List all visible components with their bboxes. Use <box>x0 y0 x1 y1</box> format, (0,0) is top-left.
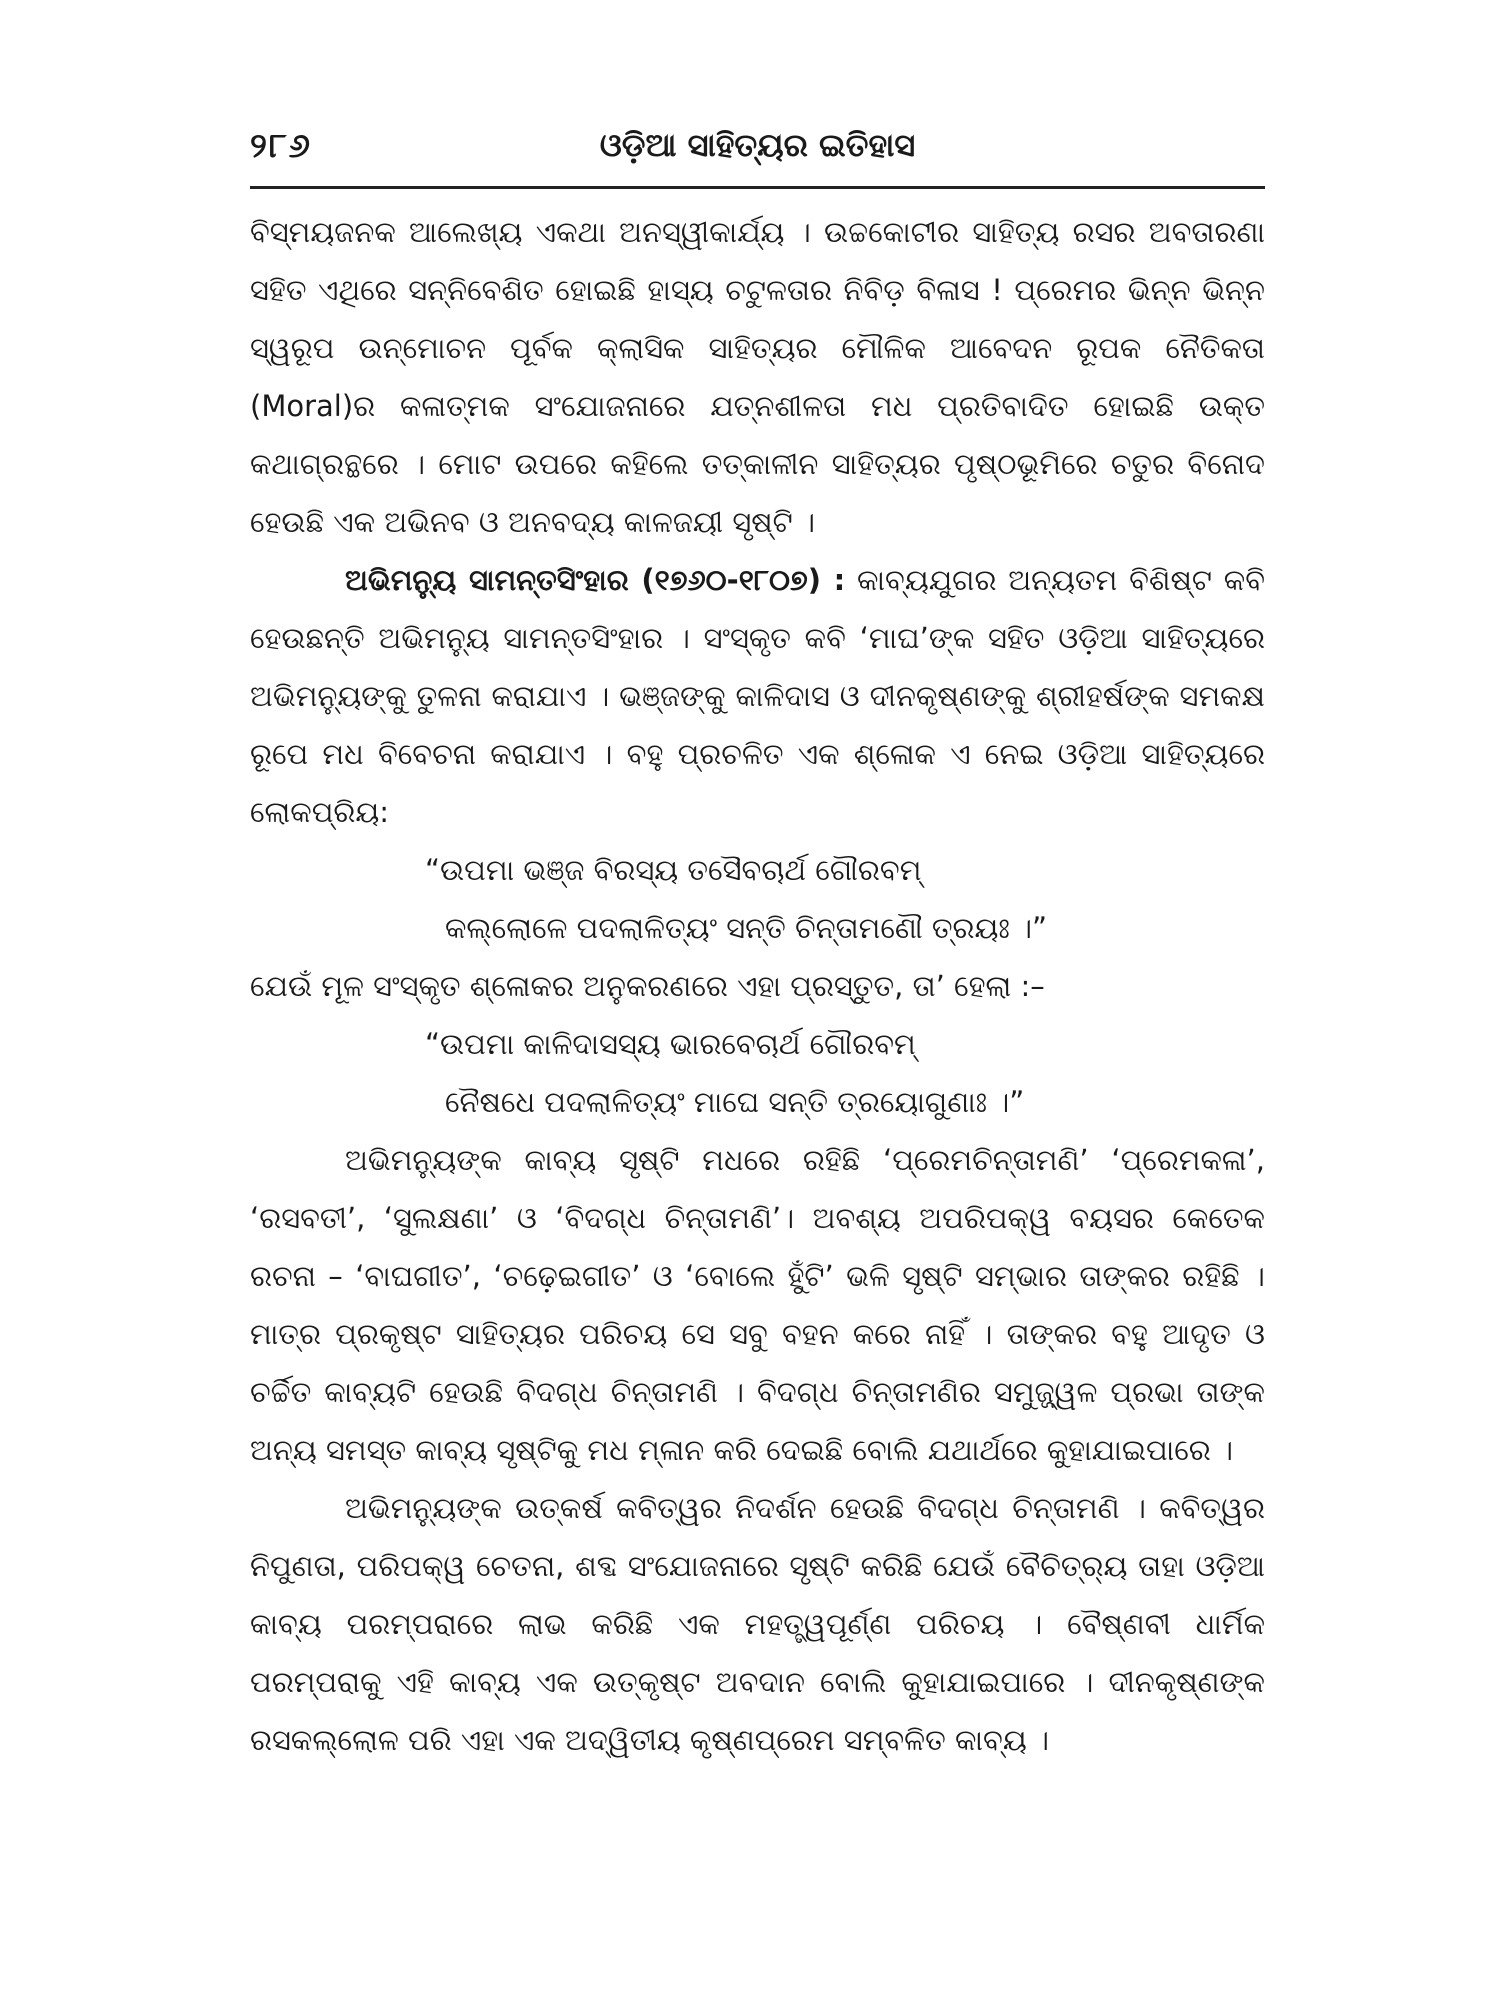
running-title: ଓଡ଼ିଆ ସାହିତ୍ୟର ଇତିହାସ <box>599 126 916 164</box>
paragraph-1: ବିସ୍ମୟଜନକ ଆଲେଖ୍ୟ ଏକଥା ଅନସ୍ୱୀକାର୍ଯ୍ୟ । ଉଚ୍ଚକୋଟୀର ସାହିତ୍ୟ ରସର ଅବତାରଣା ସହିତ ଏଥିରେ ସନ୍ନିବେଶିତ ହୋଇଛି ହାସ୍ୟ ଚଟୁଳତାର ନିବିଡ଼ ବିଳାସ ! ପ୍ରେମର ଭିନ୍ନ ଭିନ୍ନ ସ୍ୱରୂପ ଉନ୍ମୋଚନ ପୂର୍ବକ କ୍ଲାସିକ ସାହିତ୍ୟର ମୌଳିକ ଆବେଦନ ରୂପକ ନୈତିକତା (Moral)ର କଳାତ୍ମକ ସଂଯୋଜନାରେ ଯତ୍ନଶୀଳତା ମଧ ପ୍ରତିବାଦିତ ହୋଇଛି ଉକ୍ତ କଥାଗ୍ରନ୍ଥରେ । ମୋଟ ଉପରେ କହିଲେ ତତ୍‌କାଳୀନ ସାହିତ୍ୟର ପୃଷ୍ଠଭୂମିରେ ଚତୁର ବିନୋଦ ହେଉଛି ଏକ ଅଭିନବ ଓ ଅନବଦ୍ୟ କାଳଜୟୀ ସୃଷ୍ଟି । <box>250 215 1265 539</box>
paragraph-2 <box>250 551 1265 841</box>
book-page <box>250 120 1265 1769</box>
verse-2 <box>250 1015 1265 1131</box>
header-rule <box>250 186 1265 189</box>
page-header <box>250 120 1265 180</box>
section-heading-abhimanyu: ଅଭିମନ୍ୟୁ ସାମନ୍ତସିଂହାର (୧୭୬୦-୧୮୦୭) : <box>345 563 846 597</box>
verse-1 <box>250 841 1265 957</box>
paragraph-3: ଯେଉଁ ମୂଳ ସଂସ୍କୃତ ଶ୍ଳୋକର ଅନୁକରଣରେ ଏହା ପ୍ରସ୍ତୁତ, ତା’ ହେଲା :– <box>250 969 1045 1003</box>
verse-1-line-1: “ଉପମା ଭଞ୍ଜ ବିରସ୍ୟ ତସୈବଚାର୍ଥ ଗୌରବମ୍ <box>425 853 922 887</box>
verse-2-line-2: ନୈଷଧେ ପଦଲାଳିତ୍ୟଂ ମାଘେ ସନ୍ତି ତ୍ରୟୋଗୁଣାଃ ।” <box>445 1085 1025 1119</box>
page-body <box>250 203 1265 1769</box>
verse-1-line-2: କଲ୍ଲୋଳେ ପଦଲାଳିତ୍ୟଂ ସନ୍ତି ଚିନ୍ତାମଣୌ ତ୍ରୟଃ ।” <box>445 911 1048 945</box>
verse-2-line-1: “ଉପମା କାଳିଦାସସ୍ୟ ଭାରବେଚାର୍ଥ ଗୌରବମ୍ <box>425 1027 916 1061</box>
paragraph-5: ଅଭିମନ୍ୟୁଙ୍କ ଉତ୍କର୍ଷ କବିତ୍ୱର ନିଦର୍ଶନ ହେଉଛି ବିଦଗ୍ଧ ଚିନ୍ତାମଣି । କବିତ୍ୱର ନିପୁଣତା, ପରିପକ୍ୱ ଚେତନା, ଶବ୍ଦ ସଂଯୋଜନାରେ ସୃଷ୍ଟି କରିଛି ଯେଉଁ ବୈଚିତ୍ର୍ୟ ତାହା ଓଡ଼ିଆ କାବ୍ୟ ପରମ୍ପରାରେ ଲାଭ କରିଛି ଏକ ମହତ୍ତ୍ୱପୂର୍ଣ୍ଣ ପରିଚୟ । ବୈଷ୍ଣବୀ ଧାର୍ମିକ ପରମ୍ପରାକୁ ଏହି କାବ୍ୟ ଏକ ଉତ୍କୃଷ୍ଟ ଅବଦାନ ବୋଲି କୁହାଯାଇପାରେ । ଦୀନକୃଷ୍ଣଙ୍କ ରସକଲ୍ଲୋଳ ପରି ଏହା ଏକ ଅଦ୍ୱିତୀୟ କୃଷ୍ଣପ୍ରେମ ସମ୍ବଳିତ କାବ୍ୟ । <box>250 1491 1265 1757</box>
paragraph-4: ଅଭିମନ୍ୟୁଙ୍କ କାବ୍ୟ ସୃଷ୍ଟି ମଧରେ ରହିଛି ‘ପ୍ରେମଚିନ୍ତାମଣି’ ‘ପ୍ରେମକଳା’, ‘ରସବତୀ’, ‘ସୁଲକ୍ଷଣା’ ଓ ‘ବିଦଗ୍ଧ ଚିନ୍ତାମଣି’। ଅବଶ୍ୟ ଅପରିପକ୍ୱ ବୟସର କେତେକ ରଚନା – ‘ବାଘଗୀତ’, ‘ଚଢ଼େଇଗୀତ’ ଓ ‘ବୋଲେ ହୁଁଟି’ ଭଳି ସୃଷ୍ଟି ସମ୍ଭାର ତାଙ୍କର ରହିଛି । ମାତ୍ର ପ୍ରକୃଷ୍ଟ ସାହିତ୍ୟର ପରିଚୟ ସେ ସବୁ ବହନ କରେ ନାହିଁ । ତାଙ୍କର ବହୁ ଆଦୃତ ଓ ଚର୍ଚ୍ଚିତ କାବ୍ୟଟି ହେଉଛି ବିଦଗ୍ଧ ଚିନ୍ତାମଣି । ବିଦଗ୍ଧ ଚିନ୍ତାମଣିର ସମୁଜ୍ଜ୍ୱଳ ପ୍ରଭା ତାଙ୍କ ଅନ୍ୟ ସମସ୍ତ କାବ୍ୟ ସୃଷ୍ଟିକୁ ମଧ ମ୍ଳାନ କରି ଦେଇଛି ବୋଲି ଯଥାର୍ଥରେ କୁହାଯାଇପାରେ । <box>250 1143 1265 1467</box>
page-number: ୨୮୬ <box>250 126 313 166</box>
paragraph-2-text: କାବ୍ୟଯୁଗର ଅନ୍ୟତମ ବିଶିଷ୍ଟ କବି ହେଉଛନ୍ତି ଅଭିମନ୍ୟୁ ସାମନ୍ତସିଂହାର । ସଂସ୍କୃତ କବି ‘ମାଘ’ଙ୍କ ସହିତ ଓଡ଼ିଆ ସାହିତ୍ୟରେ ଅଭିମନ୍ୟୁଙ୍କୁ ତୁଳନା କରାଯାଏ । ଭଞ୍ଜଙ୍କୁ କାଳିଦାସ ଓ ଦୀନକୃଷ୍ଣଙ୍କୁ ଶ୍ରୀହର୍ଷଙ୍କ ସମକକ୍ଷ ରୂପେ ମଧ ବିବେଚନା କରାଯାଏ । ବହୁ ପ୍ରଚଳିତ ଏକ ଶ୍ଳୋକ ଏ ନେଇ ଓଡ଼ିଆ ସାହିତ୍ୟରେ ଲୋକପ୍ରିୟ: <box>250 563 1265 829</box>
